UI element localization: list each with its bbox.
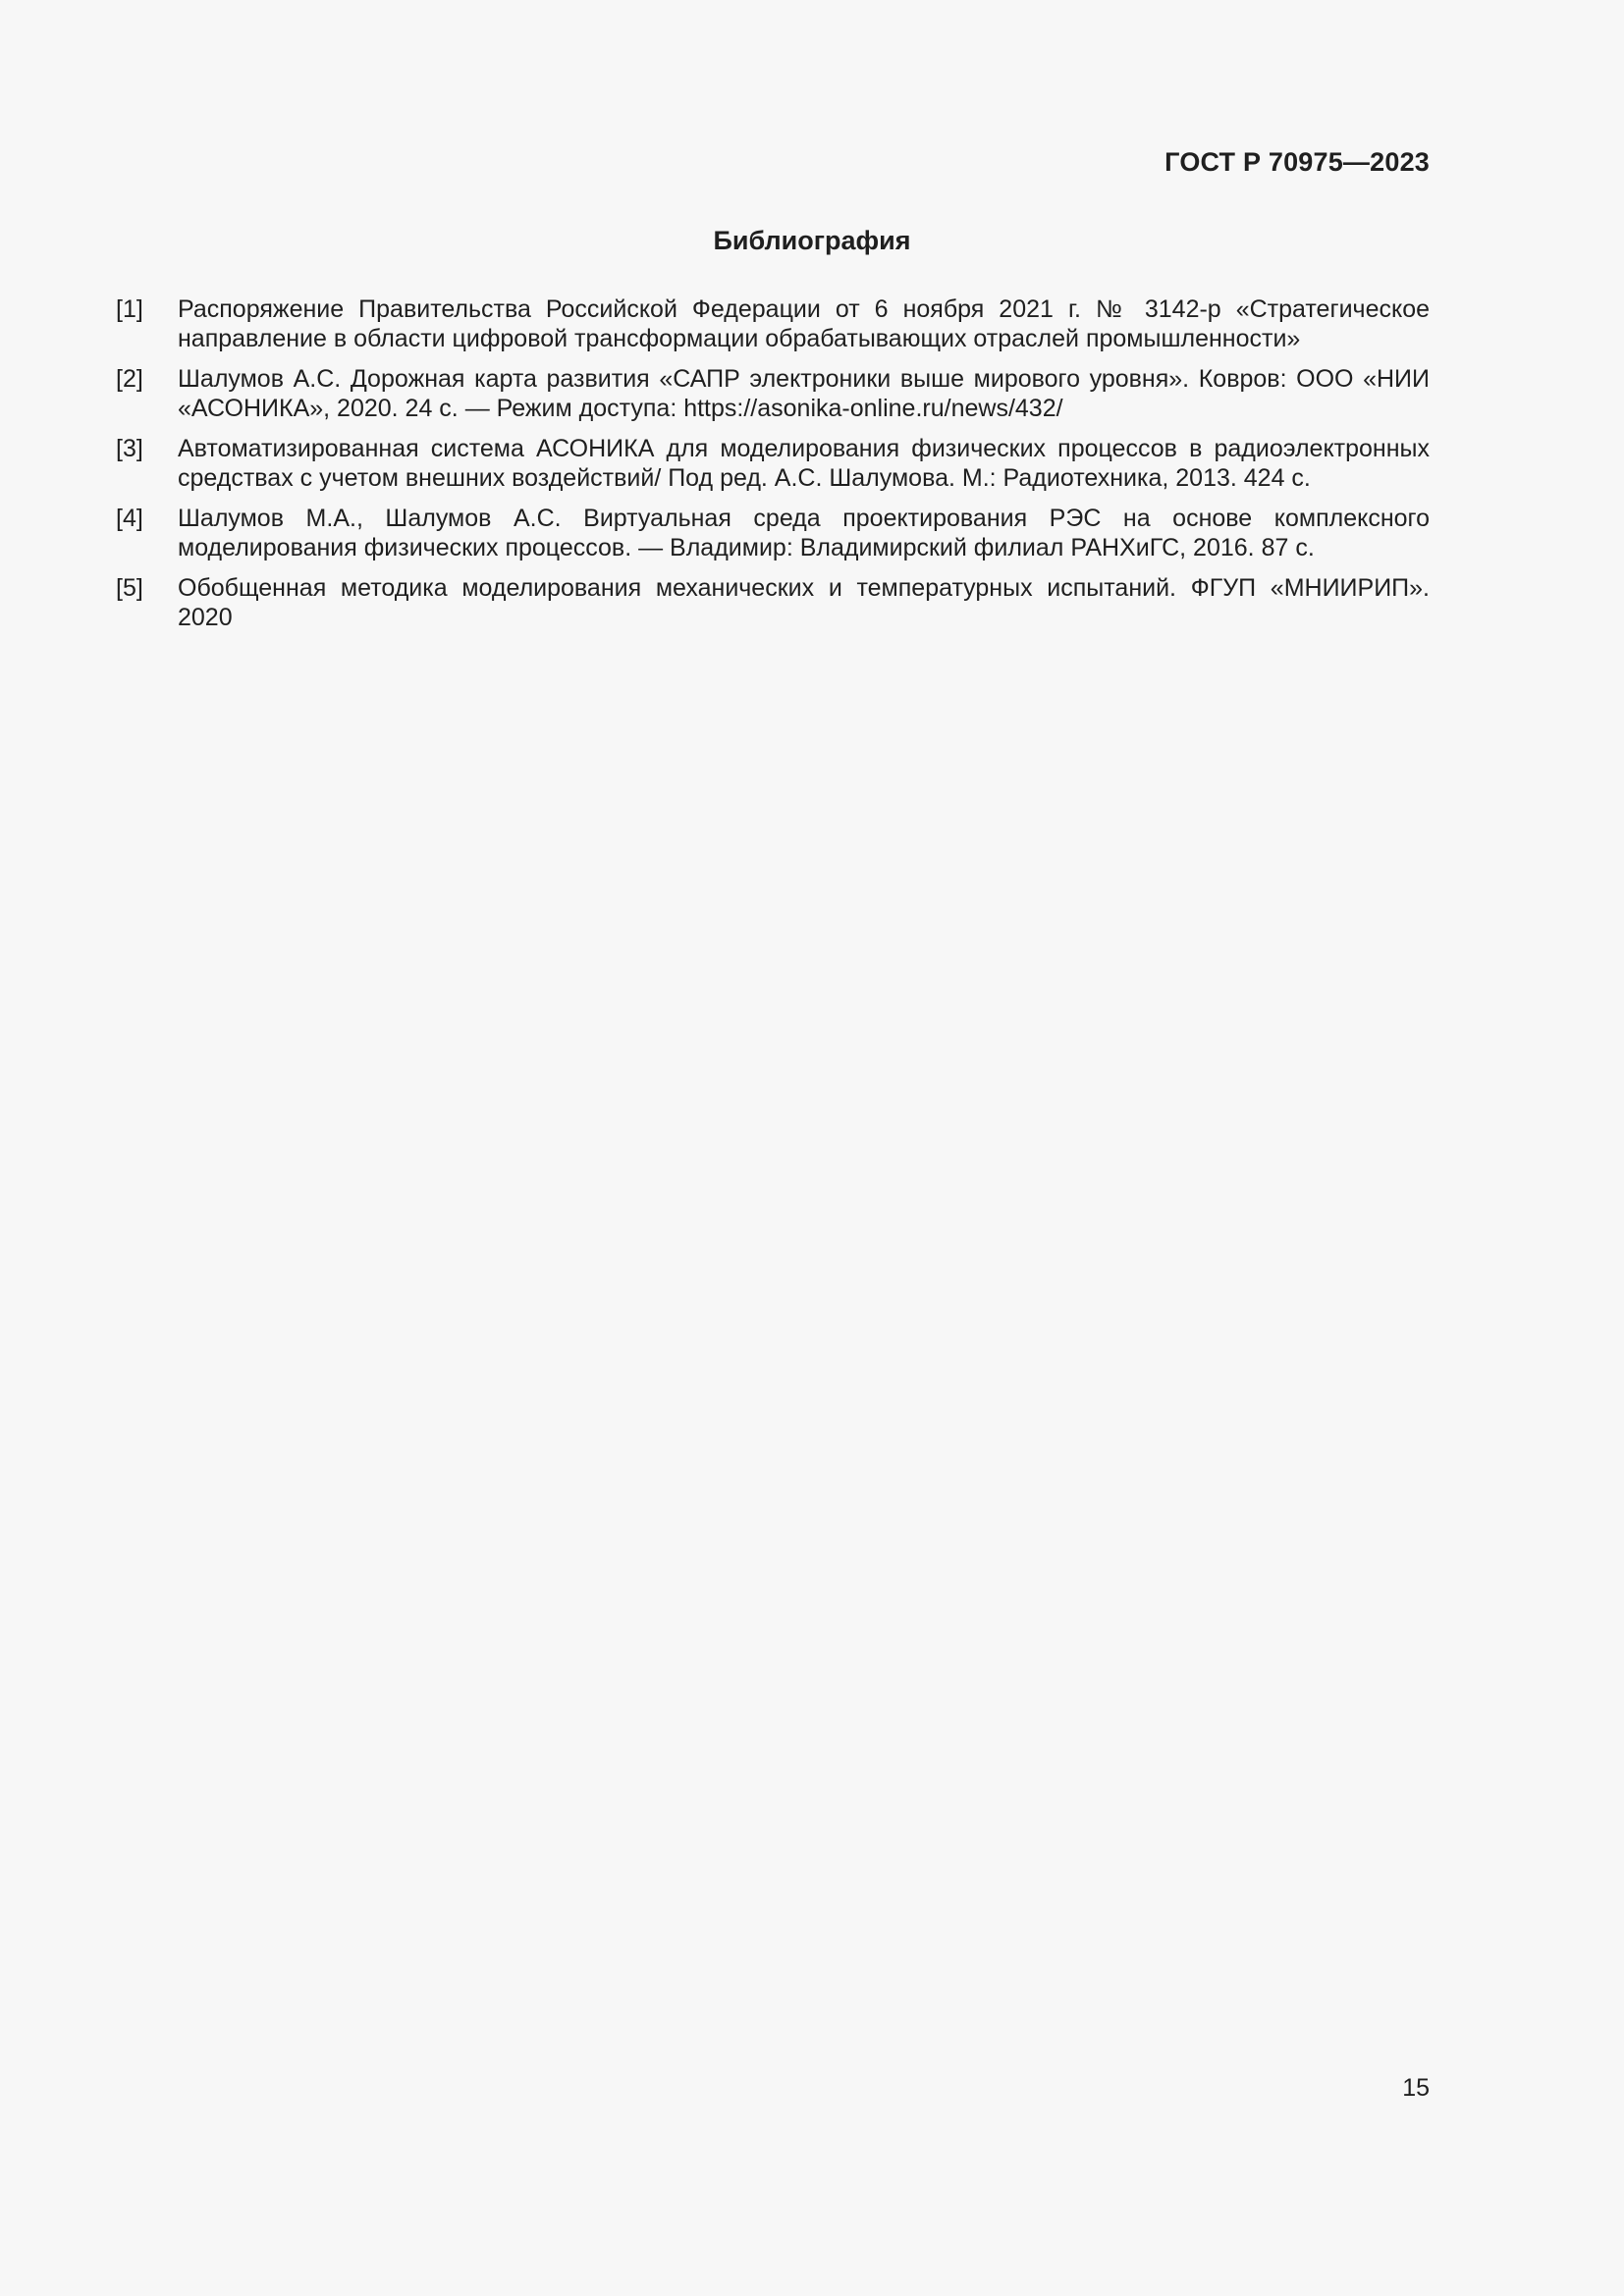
- reference-number: [4]: [116, 505, 143, 532]
- reference-text: Шалумов М.А., Шалумов А.С. Виртуальная среда проектирования РЭС на основе комплексного моделирования физических процессов. — Владимир: Владимирский филиал РАНХиГС, 2016. 87 с.: [178, 505, 1430, 561]
- reference-item: [116, 364, 1430, 423]
- reference-item: [116, 504, 1430, 562]
- document-code: ГОСТ Р 70975—2023: [1164, 147, 1430, 177]
- page-number: 15: [1402, 2074, 1430, 2102]
- reference-text: Обобщенная методика моделирования механических и температурных испытаний. ФГУП «МНИИРИП». 2020: [178, 574, 1430, 631]
- reference-item: [116, 573, 1430, 632]
- reference-list: [116, 294, 1430, 643]
- reference-number: [1]: [116, 295, 143, 323]
- section-title: Библиография: [713, 226, 911, 255]
- reference-text: Автоматизированная система АСОНИКА для моделирования физических процессов в радиоэлектронных средствах с учетом внешних воздействий/ Под ред. А.С. Шалумова. М.: Радиотехника, 2013. 424 с.: [178, 435, 1430, 492]
- reference-text: Распоряжение Правительства Российской Федерации от 6 ноября 2021 г. № 3142-р «Стратегическое направление в области цифровой трансформации обрабатывающих отраслей промышленности»: [178, 295, 1430, 352]
- reference-item: [116, 434, 1430, 493]
- reference-number: [2]: [116, 365, 143, 393]
- reference-number: [3]: [116, 435, 143, 462]
- reference-item: [116, 294, 1430, 353]
- reference-number: [5]: [116, 574, 143, 602]
- reference-text: Шалумов А.С. Дорожная карта развития «САПР электроники выше мирового уровня». Ковров: ООО «НИИ «АСОНИКА», 2020. 24 с. — Режим доступа: https://asonika-online.ru/news/432/: [178, 365, 1430, 422]
